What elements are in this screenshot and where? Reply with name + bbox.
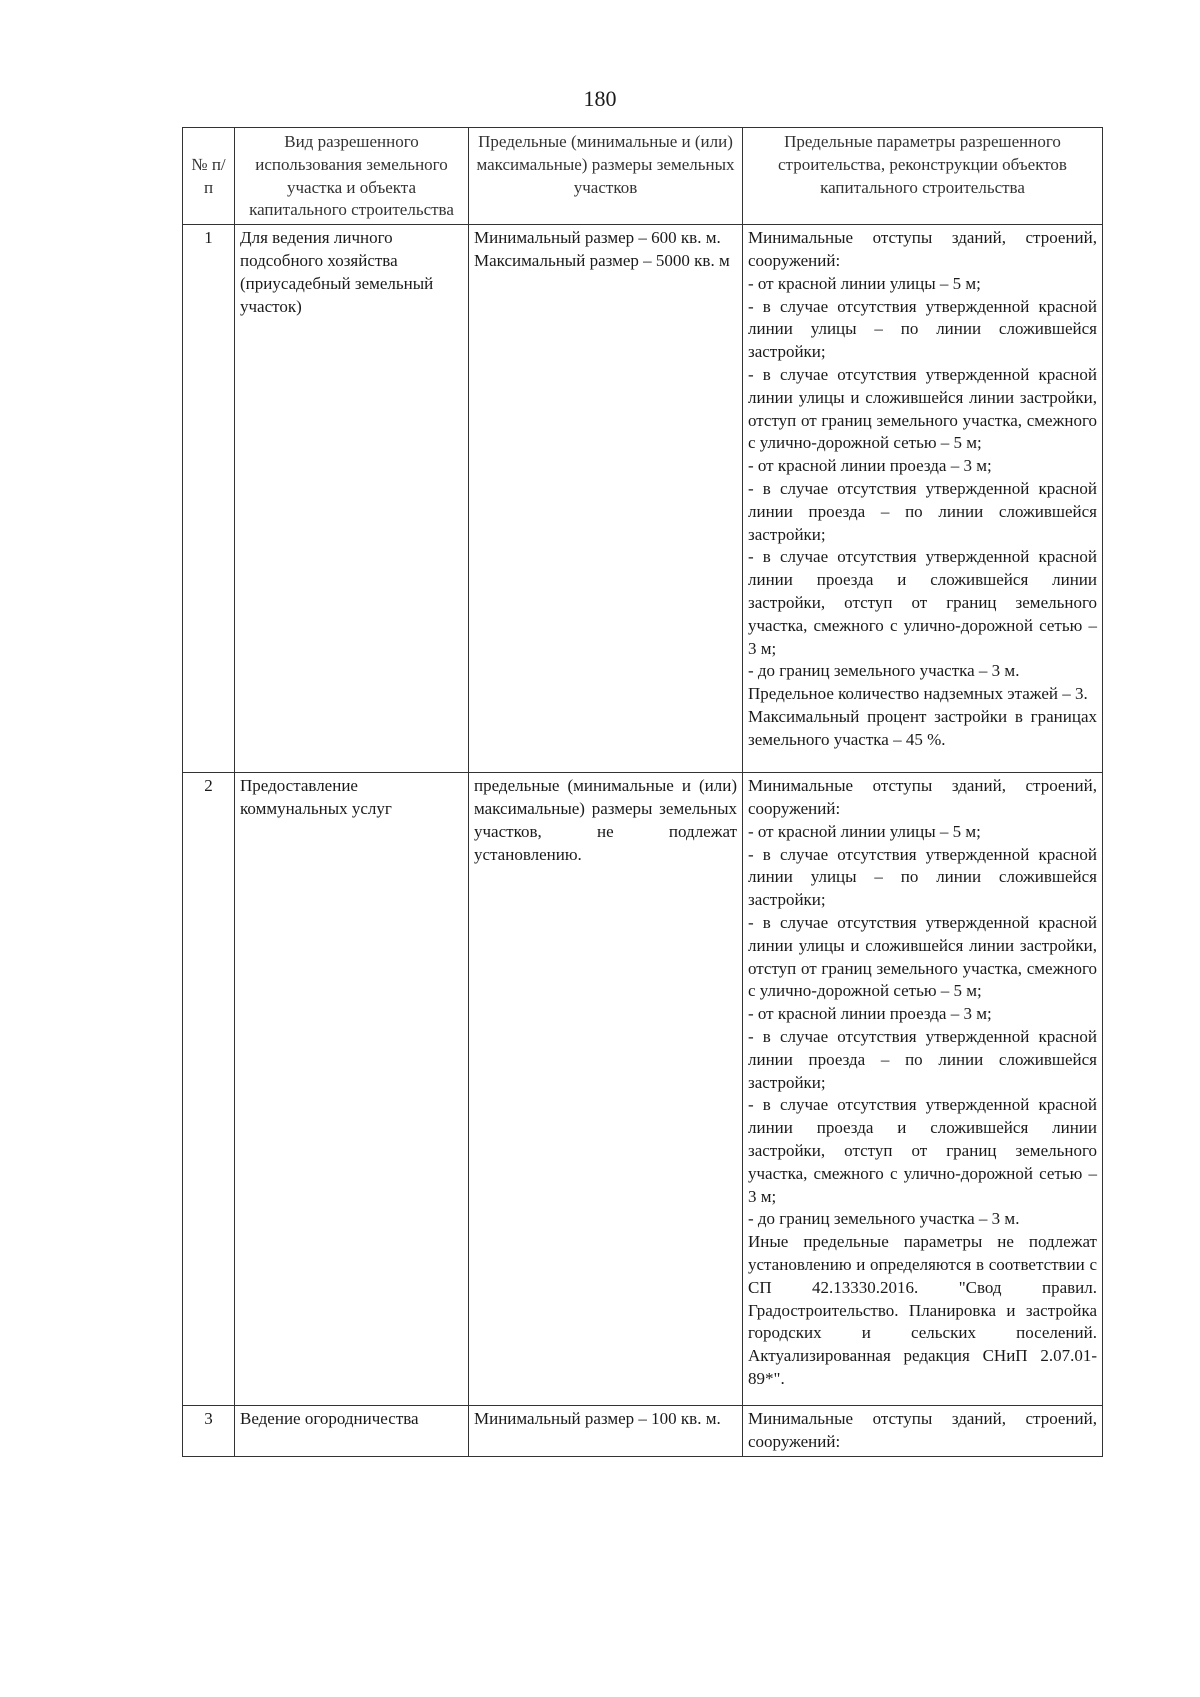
- build-param-line: - от красной линии улицы – 5 м;: [748, 273, 981, 293]
- plot-size-line: Максимальный размер – 5000 кв. м: [474, 250, 730, 270]
- page-number: 180: [583, 86, 617, 111]
- table-row: [183, 773, 1103, 1406]
- build-param-line: Предельное количество надземных этажей – 3.: [748, 684, 1088, 704]
- build-param-line: - в случае отсутствия утвержденной красной линии улицы и сложившейся линии застройки, отступ от границ земельного участка, смежного с улично-дорожной сетью – 5 м;: [748, 364, 1097, 453]
- build-param-line: Минимальные отступы зданий, строений, сооружений:: [748, 228, 1097, 270]
- row-number: 3: [183, 1406, 235, 1457]
- build-param-line: - от красной линии проезда – 3 м;: [748, 456, 992, 476]
- header-build-params: Предельные параметры разрешенного строительства, реконструкции объектов капитального строительства: [743, 128, 1103, 225]
- table-row: [183, 225, 1103, 773]
- build-param-line: - от красной линии улицы – 5 м;: [748, 821, 981, 841]
- row-plot-size: [469, 1406, 743, 1457]
- header-use-type: Вид разрешенного использования земельного участка и объекта капитального строительства: [235, 128, 469, 225]
- table-row: [183, 1406, 1103, 1457]
- build-param-line: - от красной линии проезда – 3 м;: [748, 1004, 992, 1024]
- row-use-type: Для ведения личного подсобного хозяйства (приусадебный земельный участок): [235, 225, 469, 773]
- table-body: [183, 225, 1103, 1457]
- header-number: № п/п: [183, 128, 235, 225]
- row-number: 1: [183, 225, 235, 773]
- row-use-type: Предоставление коммунальных услуг: [235, 773, 469, 1406]
- build-param-line: Минимальные отступы зданий, строений, сооружений:: [748, 1409, 1097, 1451]
- row-use-type: Ведение огородничества: [235, 1406, 469, 1457]
- build-param-line: - в случае отсутствия утвержденной красной линии проезда – по линии сложившейся застройки;: [748, 1026, 1097, 1092]
- row-plot-size: [469, 225, 743, 773]
- row-build-params: [743, 1406, 1103, 1457]
- regulations-table: [182, 127, 1103, 1457]
- build-param-line: - в случае отсутствия утвержденной красной линии проезда и сложившейся линии застройки, отступ от границ земельного участка, смежного с улично-дорожной сетью – 3 м;: [748, 1095, 1097, 1206]
- build-param-line: Максимальный процент застройки в границах земельного участка – 45 %.: [748, 706, 1097, 749]
- build-param-line: Минимальные отступы зданий, строений, сооружений:: [748, 776, 1097, 818]
- build-param-line: - до границ земельного участка – 3 м.: [748, 1209, 1020, 1229]
- header-plot-size: Предельные (минимальные и (или) максимальные) размеры земельных участков: [469, 128, 743, 225]
- build-param-line: - в случае отсутствия утвержденной красной линии проезда – по линии сложившейся застройки;: [748, 478, 1097, 544]
- row-number: 2: [183, 773, 235, 1406]
- build-param-line: - в случае отсутствия утвержденной красной линии улицы – по линии сложившейся застройки;: [748, 296, 1097, 362]
- build-param-line: - в случае отсутствия утвержденной красной линии улицы – по линии сложившейся застройки;: [748, 844, 1097, 910]
- plot-size-line: Минимальный размер – 100 кв. м.: [474, 1409, 721, 1429]
- header-row: [183, 128, 1103, 225]
- build-param-line: - в случае отсутствия утвержденной красной линии проезда и сложившейся линии застройки, отступ от границ земельного участка, смежного с улично-дорожной сетью – 3 м;: [748, 547, 1097, 658]
- row-build-params: [743, 225, 1103, 773]
- build-param-line: Иные предельные параметры не подлежат установлению и определяются в соответствии с СП 42.13330.2016. "Свод правил. Градостроительство. Планировка и застройка городских и сельских поселений. Актуализированная редакция СНиП 2.07.01-89*".: [748, 1232, 1097, 1388]
- row-build-params: [743, 773, 1103, 1406]
- row-plot-size: [469, 773, 743, 1406]
- table-header: [183, 128, 1103, 225]
- build-param-line: - до границ земельного участка – 3 м.: [748, 661, 1020, 681]
- build-param-line: - в случае отсутствия утвержденной красной линии улицы и сложившейся линии застройки, отступ от границ земельного участка, смежного с улично-дорожной сетью – 5 м;: [748, 912, 1097, 1001]
- plot-size-line: Минимальный размер – 600 кв. м.: [474, 228, 721, 248]
- plot-size-line: предельные (минимальные и (или) максимальные) размеры земельных участков, не подлежат установлению.: [474, 776, 737, 864]
